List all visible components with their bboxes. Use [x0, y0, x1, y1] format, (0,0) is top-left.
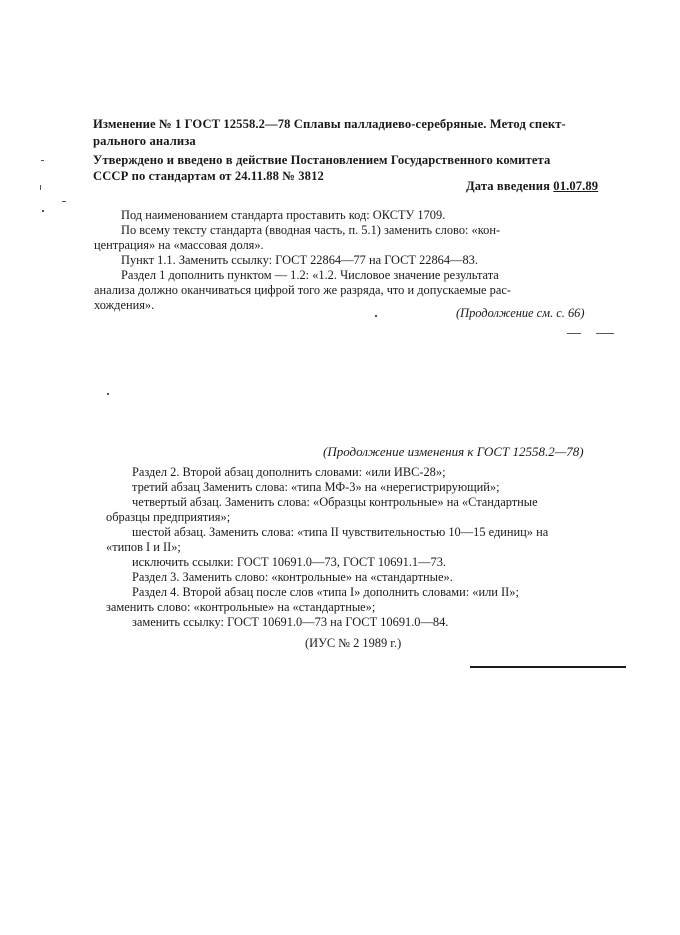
- effective-date-value: 01.07.89: [553, 179, 599, 193]
- amendment-title-line2: рального анализа: [93, 134, 196, 148]
- effective-date-label: Дата введения: [466, 179, 551, 193]
- approval-line2: СССР по стандартам от 24.11.88 № 3812: [93, 169, 324, 183]
- part1-line-6: анализа должно оканчиваться цифрой того же разряда, что и допускаемые рас-: [94, 283, 511, 297]
- approval-line1: Утверждено и введено в действие Постановлением Государственного комитета: [93, 153, 551, 167]
- part2-line-11: заменить ссылку: ГОСТ 10691.0—73 на ГОСТ 10691.0—84.: [132, 615, 449, 629]
- part2-line-1: Раздел 2. Второй абзац дополнить словами: «или ИВС-28»;: [132, 465, 446, 479]
- scan-speck: [40, 185, 41, 190]
- part2-line-9: Раздел 4. Второй абзац после слов «типа I» дополнить словами: «или II»;: [132, 585, 519, 599]
- closing-rule: [470, 666, 626, 668]
- part1-line-2: По всему тексту стандарта (вводная часть, п. 5.1) заменить слово: «кон-: [121, 223, 501, 237]
- part1-line-3: центрация» на «массовая доля».: [94, 238, 264, 252]
- continued-note: (Продолжение см. с. 66): [456, 306, 585, 320]
- scan-speck: [567, 333, 581, 334]
- scan-speck: [596, 333, 614, 334]
- part2-line-3: четвертый абзац. Заменить слова: «Образцы контрольные» на «Стандартные: [132, 495, 538, 509]
- part1-line-4: Пункт 1.1. Заменить ссылку: ГОСТ 22864—77 на ГОСТ 22864—83.: [121, 253, 478, 267]
- effective-date: [466, 179, 598, 194]
- part2-line-8: Раздел 3. Заменить слово: «контрольные» на «стандартные».: [132, 570, 453, 584]
- part2-line-5: шестой абзац. Заменить слова: «типа II чувствительностью 10—15 единиц» на: [132, 525, 549, 539]
- part2-line-10: заменить слово: «контрольные» на «стандартные»;: [106, 600, 376, 614]
- part2-line-6: «типов I и II»;: [106, 540, 181, 554]
- scan-speck: [62, 201, 66, 202]
- continuation-heading: (Продолжение изменения к ГОСТ 12558.2—78): [323, 444, 584, 459]
- amendment-title-line1: Изменение № 1 ГОСТ 12558.2—78 Сплавы палладиево-серебряные. Метод спект-: [93, 117, 566, 131]
- scan-speck: [375, 315, 377, 317]
- scan-speck: [107, 393, 109, 395]
- part2-line-7: исключить ссылки: ГОСТ 10691.0—73, ГОСТ 10691.1—73.: [132, 555, 447, 569]
- part2-line-2: третий абзац Заменить слова: «типа МФ-3» на «нерегистрирующий»;: [132, 480, 500, 494]
- ius-reference: (ИУС № 2 1989 г.): [305, 636, 402, 650]
- part1-line-5: Раздел 1 дополнить пунктом — 1.2: «1.2. Числовое значение результата: [121, 268, 499, 282]
- scan-speck: [41, 160, 44, 161]
- part1-line-7: хождения».: [94, 298, 155, 312]
- scan-speck: [42, 210, 44, 212]
- part1-line-1: Под наименованием стандарта проставить код: ОКСТУ 1709.: [121, 208, 446, 222]
- part2-line-4: образцы предприятия»;: [106, 510, 231, 524]
